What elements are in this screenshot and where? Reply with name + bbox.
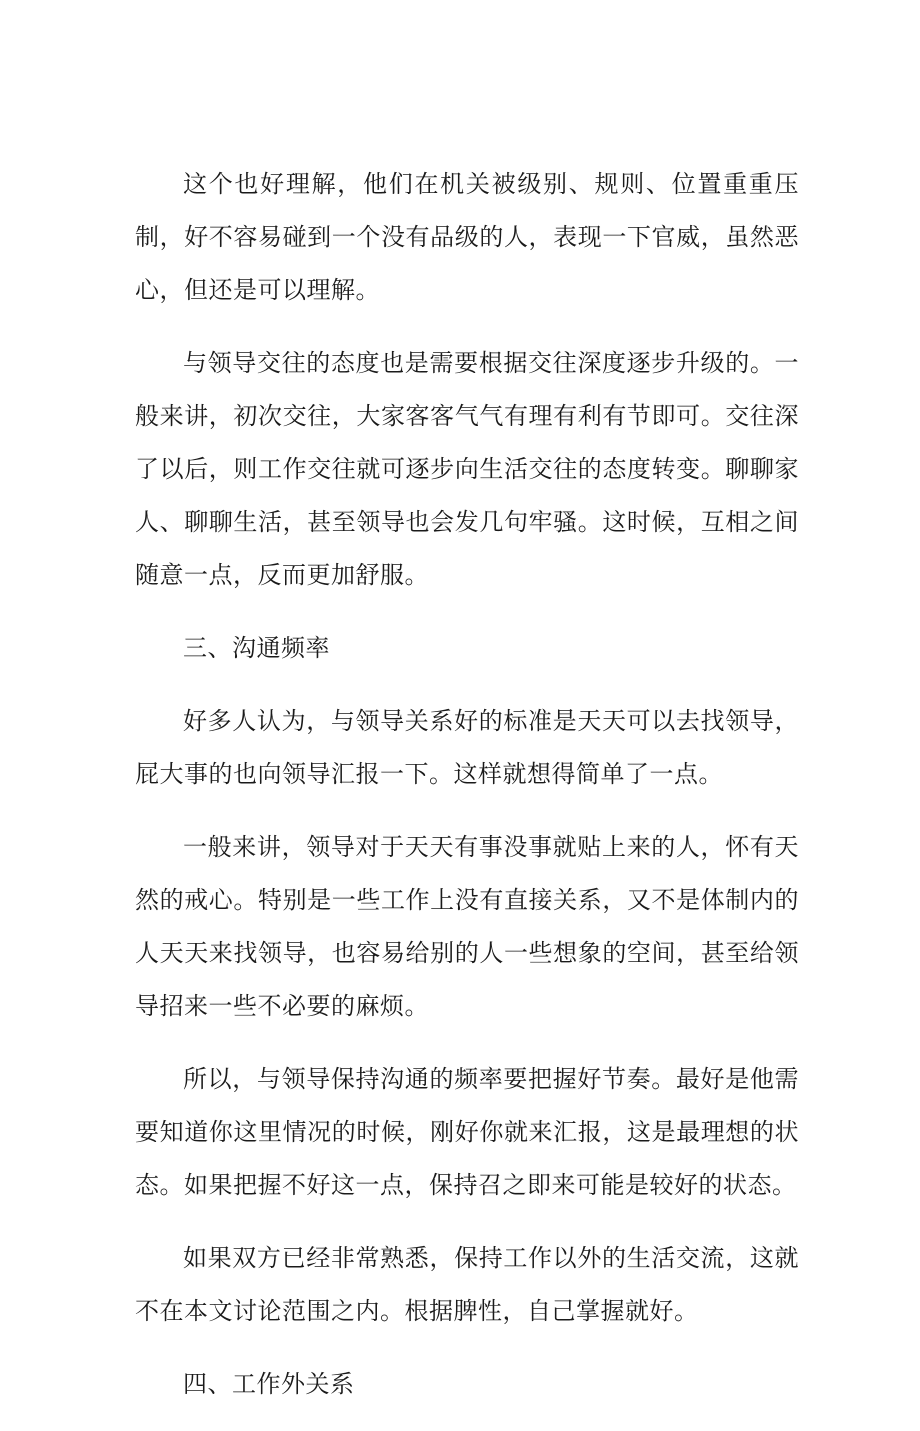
document-body [135,158,799,1431]
paragraph: 好多人认为，与领导关系好的标准是天天可以去找领导，屁大事的也向领导汇报一下。这样就想得简单了一点。 [135,707,799,788]
paragraph: 这个也好理解，他们在机关被级别、规则、位置重重压制，好不容易碰到一个没有品级的人，表现一下官威，虽然恶心，但还是可以理解。 [135,170,799,304]
section-heading: 三、沟通频率 [183,634,330,662]
paragraph: 一般来讲，领导对于天天有事没事就贴上来的人，怀有天然的戒心。特别是一些工作上没有直接关系，又不是体制内的人天天来找领导，也容易给别的人一些想象的空间，甚至给领导招来一些不必要的麻烦。 [135,833,799,1020]
paragraph: 所以，与领导保持沟通的频率要把握好节奏。最好是他需要知道你这里情况的时候，刚好你就来汇报，这是最理想的状态。如果把握不好这一点，保持召之即来可能是较好的状态。 [135,1065,799,1199]
paragraph: 与领导交往的态度也是需要根据交往深度逐步升级的。一般来讲，初次交往，大家客客气气有理有利有节即可。交往深了以后，则工作交往就可逐步向生活交往的态度转变。聊聊家人、聊聊生活，甚至领导也会发几句牢骚。这时候，互相之间随意一点，反而更加舒服。 [135,349,799,589]
section-heading: 四、工作外关系 [183,1370,355,1398]
paragraph: 如果双方已经非常熟悉，保持工作以外的生活交流，这就不在本文讨论范围之内。根据脾性，自己掌握就好。 [135,1244,799,1325]
